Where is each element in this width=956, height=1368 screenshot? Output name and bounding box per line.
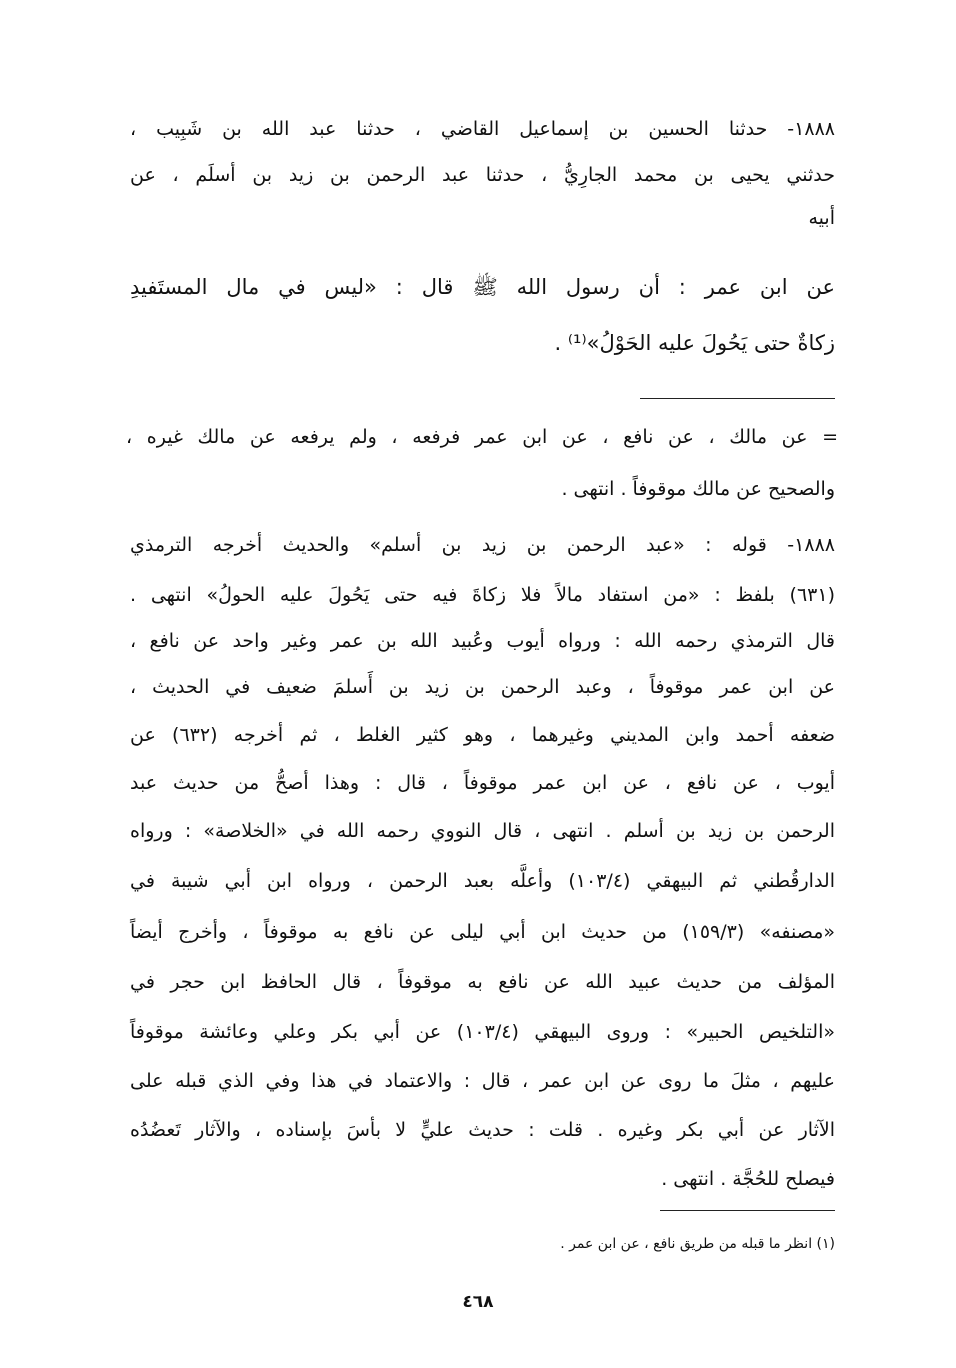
page-number: ٤٦٨ <box>462 1292 494 1312</box>
hadith-line: عن ابن عمر : أن رسول الله ﷺ قال : «ليس في مال المستَفيدِ <box>130 275 835 299</box>
text-line: والصحيح عن مالك موقوفاً . انتهى . <box>561 478 835 500</box>
text-line: الآثار عن أبي بكر وغيره . قلت : حديث عليٍّ لا بأسَ بإسناده ، والآثار تَعضُدُه <box>130 1119 835 1141</box>
text-line: ١٨٨٨- حدثنا الحسين بن إسماعيل القاضي ، حدثنا عبد الله بن شَبِيب ، <box>130 118 835 140</box>
text-line: الرحمن بن زيد بن أسلم . انتهى ، قال النووي رحمه الله في «الخلاصة» : ورواه <box>130 820 835 842</box>
text-line: ١٨٨٨- قوله : «عبد الرحمن بن زيد بن أسلم» والحديث أخرجه الترمذي <box>130 534 835 556</box>
text-line: قال الترمذي رحمه الله : ورواه أيوب وعُبيد الله بن عمر وغير واحد عن نافع ، <box>130 630 835 652</box>
text-line: = عن مالك ، عن نافع ، عن ابن عمر فرفعه ، ولم يرفعه عن مالك غيره ، <box>126 426 838 448</box>
text-line: «التلخيص الحبير» : وروى البيهقي (١٠٣/٤) عن أبي بكر وعلي وعائشة موقوفاً <box>130 1021 835 1043</box>
text-line: (٦٣١) بلفظ : «من استفاد مالاً فلا زكاةَ فيه حتى يَحُولَ عليه الحولُ» انتهى . <box>130 584 835 606</box>
text-line: عليهم ، مثلَ ما روى عن ابن عمر ، قال : والاعتماد في هذا وفي الذي قبله على <box>130 1070 835 1092</box>
text-line: فيصلح للحُجَّة . انتهى . <box>661 1168 835 1190</box>
footnote-separator <box>640 398 835 399</box>
text-line: أبيه <box>808 207 835 229</box>
text-line: «مصنفه» (١٥٩/٣) من حديث ابن أبي ليلى عن نافع به موقوفاً ، وأخرج أيضاً <box>130 921 836 943</box>
footnote-separator <box>660 1210 835 1211</box>
hadith-line: زكاةٌ حتى يَحُولَ عليه الحَوْلُ»⁽¹⁾ . <box>554 331 835 355</box>
text-line: حدثني يحيى بن محمد الجارِيُّ ، حدثنا عبد الرحمن بن زيد بن أسلَم ، عن <box>130 164 835 186</box>
text-line: أيوب ، عن نافع ، عن ابن عمر موقوفاً ، قال : وهذا أصحُّ من حديث عبد <box>130 772 835 794</box>
text-line: عن ابن عمر موقوفاً ، وعبد الرحمن بن زيد بن أَسلمَ ضعيف في الحديث ، <box>130 676 835 698</box>
text-line: الدارقُطني ثم البيهقي (١٠٣/٤) وأعلَّه بعبد الرحمن ، ورواه ابن أبي شيبة في <box>130 870 835 892</box>
footnote: (١) انظر ما قبله من طريق نافع ، عن ابن عمر . <box>560 1236 835 1252</box>
text-line: ضعفه أحمد وابن المديني وغيرهما ، وهو كثير الغلط ، ثم أخرجه (٦٣٢) عن <box>130 724 835 746</box>
text-line: المؤلف من حديث عبيد الله عن نافع به موقوفاً ، قال الحافظ ابن حجر في <box>130 971 835 993</box>
